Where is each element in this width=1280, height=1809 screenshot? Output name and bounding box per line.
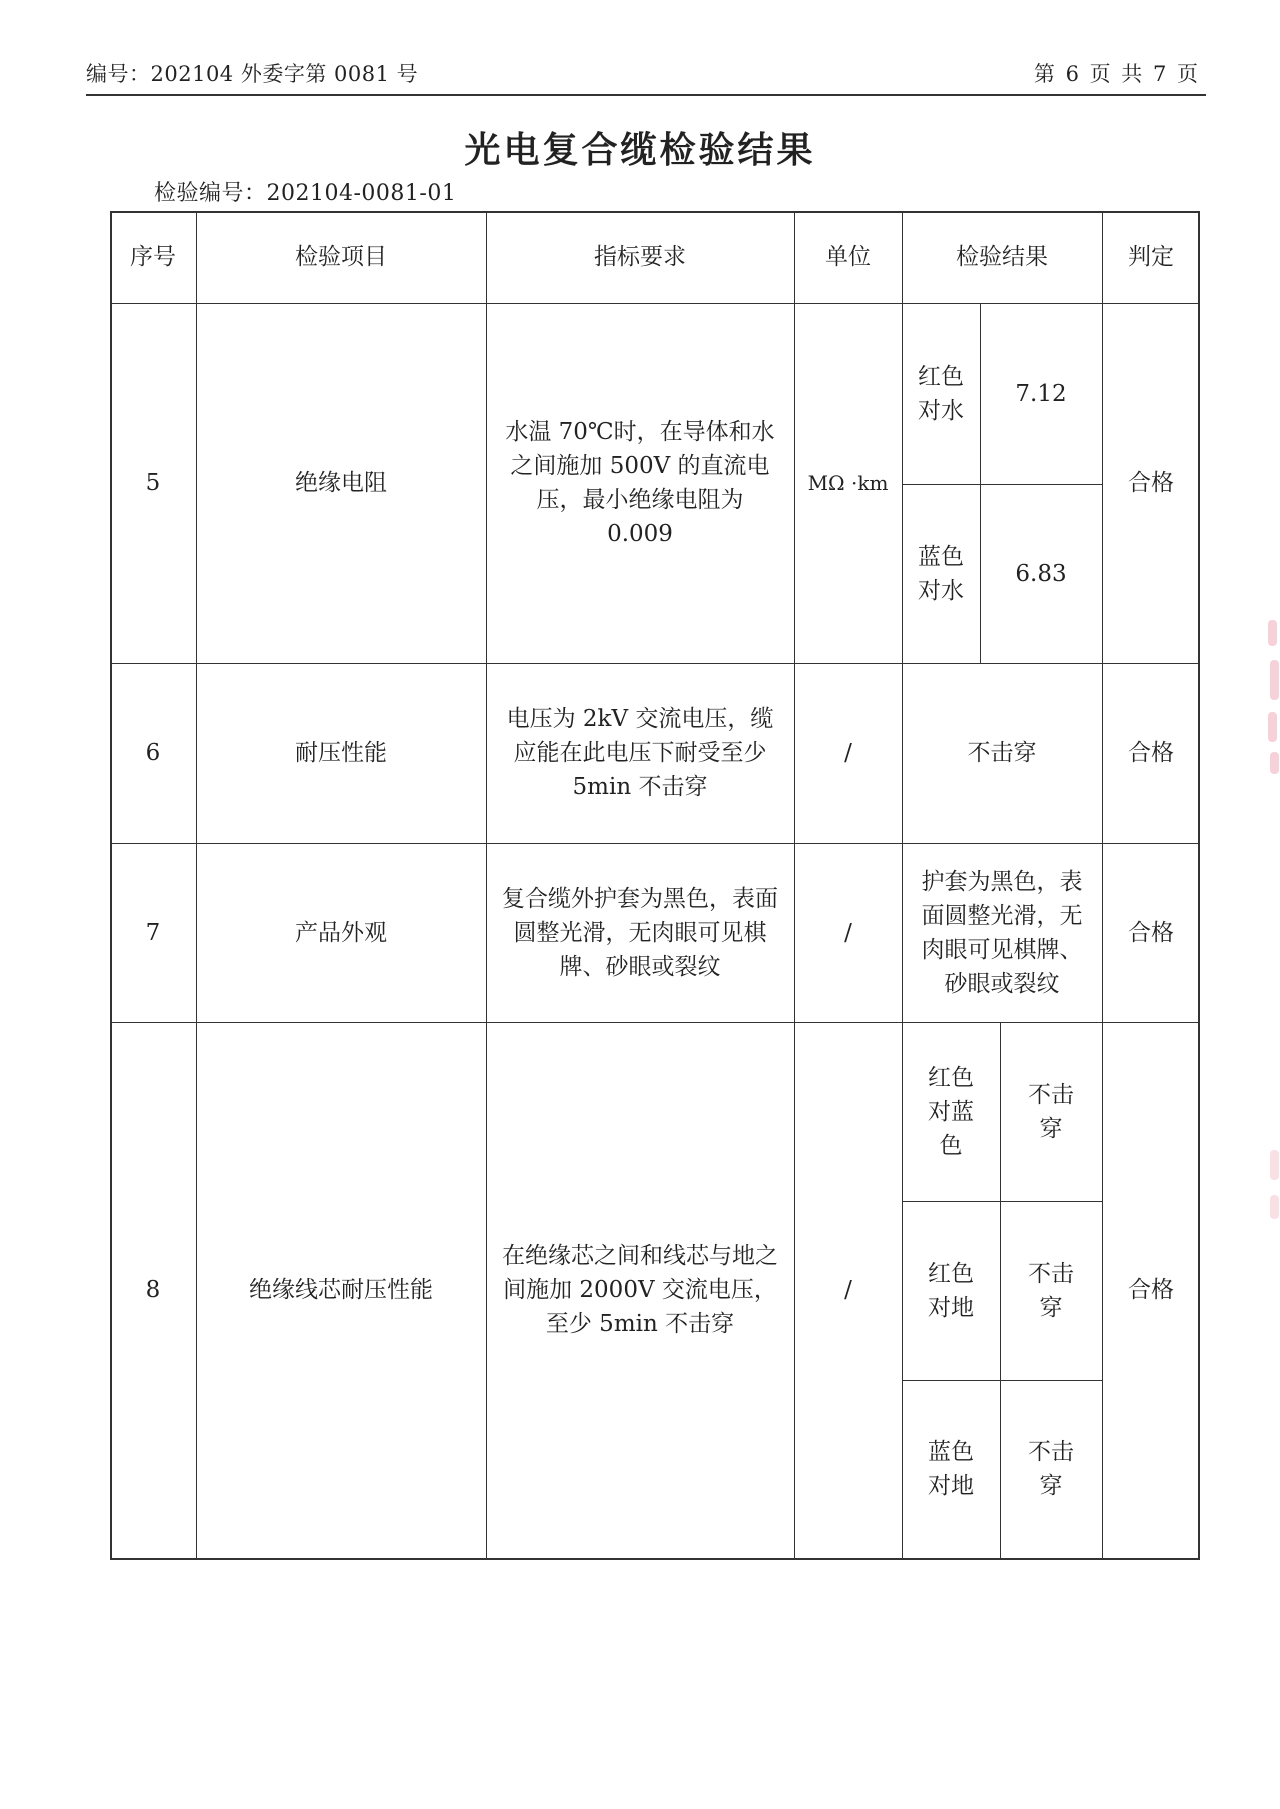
- page-indicator: 第 6 页 共 7 页: [1033, 62, 1198, 86]
- row-seq: 8: [145, 1277, 161, 1303]
- result-label: 红色对水: [918, 363, 964, 424]
- row-item: 产品外观: [295, 919, 387, 946]
- row-judgement: 合格: [1128, 919, 1174, 946]
- row-judgement: 合格: [1128, 740, 1174, 766]
- row-seq: 5: [145, 470, 161, 496]
- header-result: 检验结果: [956, 244, 1048, 270]
- row-seq: 6: [145, 740, 161, 766]
- result-value: 不击穿: [1028, 1439, 1074, 1499]
- header-unit: 单位: [825, 244, 871, 270]
- result-value: 6.83: [1015, 560, 1067, 587]
- row-item: 绝缘电阻: [295, 470, 387, 496]
- document-number: 编号：202104 外委字第 0081 号: [86, 62, 419, 86]
- result-value: 不击穿: [1028, 1081, 1074, 1142]
- row-unit: /: [844, 919, 852, 946]
- row-seq: 7: [145, 919, 161, 946]
- row-requirement: 电压为 2kV 交流电压，缆应能在此电压下耐受至少 5min 不击穿: [506, 706, 774, 800]
- header-seq: 序号: [130, 244, 176, 270]
- header-requirement: 指标要求: [594, 244, 686, 270]
- row-requirement: 复合缆外护套为黑色，表面圆整光滑，无肉眼可见棋牌、砂眼或裂纹: [502, 885, 778, 980]
- row-unit: /: [844, 1277, 852, 1303]
- row-requirement: 在绝缘芯之间和线芯与地之间施加 2000V 交流电压，至少 5min 不击穿: [502, 1243, 778, 1337]
- row-unit: MΩ ·km: [807, 471, 889, 495]
- header-item: 检验项目: [295, 244, 387, 270]
- report-number: 检验编号：202104-0081-01: [154, 181, 457, 206]
- result-label: 蓝色对水: [918, 543, 964, 604]
- row-judgement: 合格: [1128, 1277, 1174, 1303]
- row-item: 绝缘线芯耐压性能: [249, 1277, 433, 1303]
- result-label: 蓝色对地: [928, 1439, 974, 1499]
- row-requirement: 水温 70℃时，在导体和水之间施加 500V 的直流电压，最小绝缘电阻为 0.009: [505, 419, 775, 547]
- row-unit: /: [844, 740, 852, 766]
- result-value: 不击穿: [1028, 1260, 1074, 1321]
- page-header: [86, 54, 1206, 96]
- row-result: 护套为黑色，表面圆整光滑，无肉眼可见棋牌、砂眼或裂纹: [921, 868, 1083, 997]
- result-value: 7.12: [1015, 380, 1067, 407]
- header-judgement: 判定: [1128, 244, 1174, 270]
- result-label: 红色对蓝色: [928, 1064, 974, 1159]
- page-title: 光电复合缆检验结果: [464, 129, 816, 171]
- row-item: 耐压性能: [295, 740, 387, 766]
- row-judgement: 合格: [1128, 470, 1174, 496]
- row-result: 不击穿: [967, 740, 1037, 766]
- result-label: 红色对地: [928, 1260, 974, 1321]
